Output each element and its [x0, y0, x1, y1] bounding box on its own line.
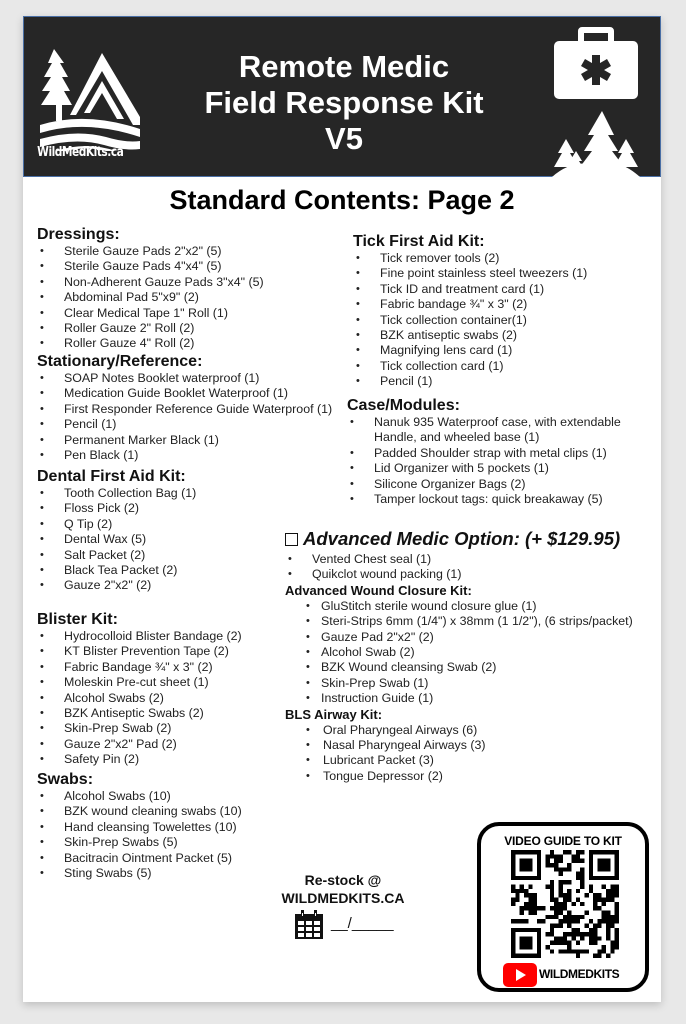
- advanced-option-label: Advanced Medic Option: (+ $129.95): [303, 528, 621, 549]
- list-item: • Permanent Marker Black (1): [37, 433, 367, 448]
- list-item: • Q Tip (2): [37, 517, 337, 532]
- list-item: • Quikclot wound packing (1): [285, 567, 655, 582]
- item-list: [37, 244, 357, 352]
- header-banner: [23, 16, 661, 177]
- section-title: Stationary/Reference:: [37, 353, 203, 370]
- list-item: • Tick remover tools (2): [353, 251, 653, 266]
- title-line: Field Response Kit: [204, 85, 484, 120]
- section-tick-kit: [353, 232, 653, 390]
- list-item: • Alcohol Swab (2): [285, 645, 655, 660]
- restock-website: WILDMEDKITS.CA: [281, 890, 405, 906]
- list-item: • Dental Wax (5): [37, 532, 337, 547]
- section-title: Tick First Aid Kit:: [353, 233, 485, 250]
- youtube-icon: [503, 963, 537, 987]
- list-item: • Alcohol Swabs (2): [37, 691, 337, 706]
- item-list: [285, 552, 655, 583]
- list-item: • Fine point stainless steel tweezers (1): [353, 266, 653, 281]
- page-title: [174, 49, 514, 157]
- list-item: • Clear Medical Tape 1" Roll (1): [37, 306, 357, 321]
- list-item: • Alcohol Swabs (10): [37, 789, 337, 804]
- list-item: • Oral Pharyngeal Airways (6): [285, 723, 655, 738]
- section-swabs: [37, 770, 337, 881]
- list-item: • Fabric bandage ¾" x 3" (2): [353, 297, 653, 312]
- section-title: Dental First Aid Kit:: [37, 468, 186, 485]
- section-advanced-medic: [285, 527, 655, 784]
- item-list: [37, 789, 337, 881]
- list-item: • Black Tea Packet (2): [37, 563, 337, 578]
- qr-code[interactable]: [511, 850, 619, 958]
- advanced-option-title: [285, 527, 655, 551]
- item-list: [285, 723, 655, 785]
- list-item: • BZK Wound cleansing Swab (2): [285, 660, 655, 675]
- list-item: • Tick collection container(1): [353, 313, 653, 328]
- item-list: [347, 415, 647, 507]
- list-item: • Lubricant Packet (3): [285, 753, 655, 768]
- item-list: [353, 251, 653, 390]
- section-stationary: [37, 352, 367, 463]
- advanced-option-checkbox[interactable]: [285, 533, 298, 546]
- list-item: • Safety Pin (2): [37, 752, 337, 767]
- list-item: • Floss Pick (2): [37, 501, 337, 516]
- list-item: • Padded Shoulder strap with metal clips (1): [347, 446, 647, 461]
- list-item: • Sterile Gauze Pads 2"x2" (5): [37, 244, 357, 259]
- list-item: • KT Blister Prevention Tape (2): [37, 644, 337, 659]
- list-item: • BZK Antiseptic Swabs (2): [37, 706, 337, 721]
- list-item: • Sterile Gauze Pads 4"x4" (5): [37, 259, 357, 274]
- list-item: • SOAP Notes Booklet waterproof (1): [37, 371, 367, 386]
- list-item: • Sting Swabs (5): [37, 866, 337, 881]
- list-item: • Pen Black (1): [37, 448, 367, 463]
- list-item: • Tick ID and treatment card (1): [353, 282, 653, 297]
- list-item: • Nasal Pharyngeal Airways (3): [285, 738, 655, 753]
- list-item: • BZK antiseptic swabs (2): [353, 328, 653, 343]
- section-title: Dressings:: [37, 226, 120, 243]
- list-item: • Tick collection card (1): [353, 359, 653, 374]
- list-item: • Roller Gauze 4" Roll (2): [37, 336, 357, 351]
- list-item: • Gauze Pad 2"x2" (2): [285, 630, 655, 645]
- date-blank-field: __/_____: [331, 915, 394, 932]
- list-item: • First Responder Reference Guide Waterproof (1): [37, 402, 367, 417]
- list-item: • Tongue Depressor (2): [285, 769, 655, 784]
- youtube-channel[interactable]: [503, 962, 643, 988]
- restock-date: [293, 909, 413, 943]
- list-item: • Fabric Bandage ¾" x 3" (2): [37, 660, 337, 675]
- list-item: • Medication Guide Booklet Waterproof (1): [37, 386, 367, 401]
- list-item: • Bacitracin Ointment Packet (5): [37, 851, 337, 866]
- pine-trees-icon: [552, 109, 640, 177]
- list-item: • Abdominal Pad 5"x9" (2): [37, 290, 357, 305]
- kit-contents-page: [23, 16, 661, 1002]
- list-item: • Pencil (1): [353, 374, 653, 389]
- list-item: • Skin-Prep Swab (2): [37, 721, 337, 736]
- list-item: • Hydrocolloid Blister Bandage (2): [37, 629, 337, 644]
- item-list: [37, 371, 367, 463]
- list-item: • Nanuk 935 Waterproof case, with extendable Handle, and wheeled base (1): [347, 415, 647, 446]
- video-guide-card[interactable]: [477, 822, 649, 992]
- list-item: • Roller Gauze 2" Roll (2): [37, 321, 357, 336]
- restock-note: [263, 871, 423, 907]
- section-dressings: [37, 225, 357, 352]
- section-title: Swabs:: [37, 771, 94, 788]
- list-item: • Salt Packet (2): [37, 548, 337, 563]
- list-item: • Instruction Guide (1): [285, 691, 655, 706]
- list-item: • Vented Chest seal (1): [285, 552, 655, 567]
- page-subtitle: Standard Contents: Page 2: [169, 185, 515, 215]
- list-item: • Gauze 2"x2" Pad (2): [37, 737, 337, 752]
- list-item: • GluStitch sterile wound closure glue (1): [285, 599, 655, 614]
- section-title: Blister Kit:: [37, 611, 118, 628]
- list-item: • Lid Organizer with 5 pockets (1): [347, 461, 647, 476]
- list-item: • Magnifying lens card (1): [353, 343, 653, 358]
- section-title: Case/Modules:: [347, 397, 460, 414]
- list-item: • BZK wound cleaning swabs (10): [37, 804, 337, 819]
- list-item: • Tamper lockout tags: quick breakaway (5): [347, 492, 647, 507]
- list-item: • Skin-Prep Swab (1): [285, 676, 655, 691]
- list-item: • Silicone Organizer Bags (2): [347, 477, 647, 492]
- list-item: • Tooth Collection Bag (1): [37, 486, 337, 501]
- video-guide-title: VIDEO GUIDE TO KIT: [504, 834, 622, 848]
- list-item: • Skin-Prep Swabs (5): [37, 835, 337, 850]
- section-case-modules: [347, 396, 647, 507]
- list-item: • Hand cleansing Towelettes (10): [37, 820, 337, 835]
- list-item: • Moleskin Pre-cut sheet (1): [37, 675, 337, 690]
- item-list: [285, 599, 655, 707]
- list-item: • Pencil (1): [37, 417, 367, 432]
- youtube-channel-name: WILDMEDKITS: [539, 967, 620, 981]
- brand-wordmark: WildMedKits.ca: [37, 145, 124, 160]
- subsection-title: BLS Airway Kit:: [285, 706, 383, 722]
- medical-kit-icon: [552, 25, 640, 101]
- restock-label: Re-stock @: [304, 872, 382, 888]
- calendar-icon: [293, 909, 325, 941]
- list-item: • Steri-Strips 6mm (1/4") x 38mm (1 1/2"), (6 strips/packet): [285, 614, 655, 629]
- title-line: Remote Medic: [238, 49, 450, 84]
- list-item: • Gauze 2"x2" (2): [37, 578, 337, 593]
- title-line: V5: [325, 121, 363, 156]
- subsection-title: Advanced Wound Closure Kit:: [285, 582, 472, 598]
- list-item: • Non-Adherent Gauze Pads 3"x4" (5): [37, 275, 357, 290]
